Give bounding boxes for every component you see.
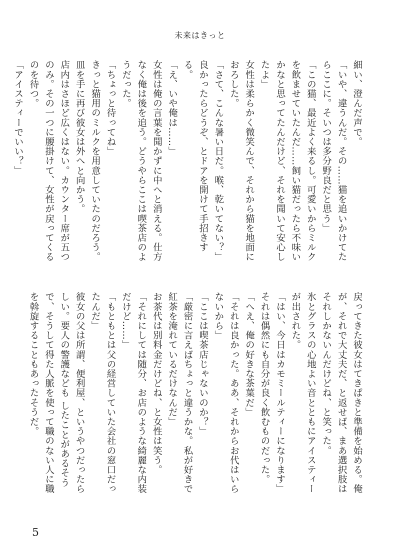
paragraph: 女性は俺の言葉を聞かずに中へと消える。仕方なく俺は後を追う。どうやらここは喫茶店のようだった。 bbox=[119, 60, 162, 262]
running-head: 未来はきっと bbox=[174, 31, 226, 40]
paragraph: 店内はさほど広くはない。カウンター席が五つのみ。その一つに腰掛けて、女性が戻ってくるのを待つ。 bbox=[27, 60, 70, 262]
paragraph: 「はい、今日はカモミールティーになります」 bbox=[273, 292, 285, 494]
paragraph: 「それにしては随分、お店のような綺麗な内装だけど……」 bbox=[119, 292, 147, 494]
paragraph: 「厳密に言えばちょっと違うかな。私が好きで紅茶を淹れているだけなんだ」 bbox=[166, 292, 193, 494]
paragraph: 「へえ、俺の好きな茶葉だ」 bbox=[243, 292, 255, 417]
paragraph: 「え、いや俺は……」 bbox=[166, 60, 178, 156]
paragraph: 彼女の父は所謂、便利屋、というやつだったらしい。要人の警護なども したことがあるそうで、そうして得た人脈を使って職のない人に職を斡旋することもあったそうだ。 bbox=[27, 292, 85, 494]
paragraph: お茶代は別料金だけどね、と女性は笑う。 bbox=[150, 292, 162, 475]
page-number: 5 bbox=[32, 526, 39, 539]
paragraph: 氷とグラスの心地よい音とともにアイスティーが出された。 bbox=[289, 292, 316, 494]
paragraph: 「ここは喫茶店じゃないのか？」 bbox=[196, 292, 208, 436]
paragraph: 細い、澄んだ声で。 bbox=[351, 60, 362, 147]
paragraph: 良かったらどうぞ、とドアを開けて手招きする。 bbox=[181, 60, 208, 252]
paragraph: 「ちょっと待ってね」 bbox=[104, 60, 116, 156]
paragraph: 「もともとは父の経営していた会社の窓口だったんだ」 bbox=[89, 292, 116, 494]
paragraph: それは偶然にも自分が良く飲むものだった。 bbox=[258, 292, 270, 484]
paragraph: 「いや、違うんだ。その……猫を追いかけてたらここに。そいつは多分野良だと思う」 bbox=[320, 60, 347, 262]
paragraph: 戻ってきた彼女はてきぱきと準備を始める。俺が、それで大丈夫だ、と返せば、まあ選択肢はそれしかないんだけどね、と笑った。 bbox=[320, 292, 362, 494]
paragraph: 「それは良かった。ああ、それからお代はいらないから」 bbox=[212, 292, 239, 494]
text-block-top bbox=[12, 60, 364, 270]
paragraph: 「さて、こんな暑い日だ。喉、乾いてない？」 bbox=[212, 60, 224, 262]
paragraph: きっと猫用のミルクを用意していたのだろう。皿を手に再び彼女は外へと向かう。 bbox=[73, 60, 101, 262]
paragraph: 女性は柔らかく微笑んで、それから猫を地面におろした。 bbox=[227, 60, 255, 262]
paragraph: 「この猫、最近よく来るし。可愛いからミルクを飲ませていたんだ……飼い猫だったら不味いかなと思ってたんだけど、それを聞いて安心したよ」 bbox=[258, 60, 316, 262]
paragraph: 「アイスティーでいい？」 bbox=[12, 60, 24, 176]
text-block-bottom bbox=[28, 292, 364, 502]
